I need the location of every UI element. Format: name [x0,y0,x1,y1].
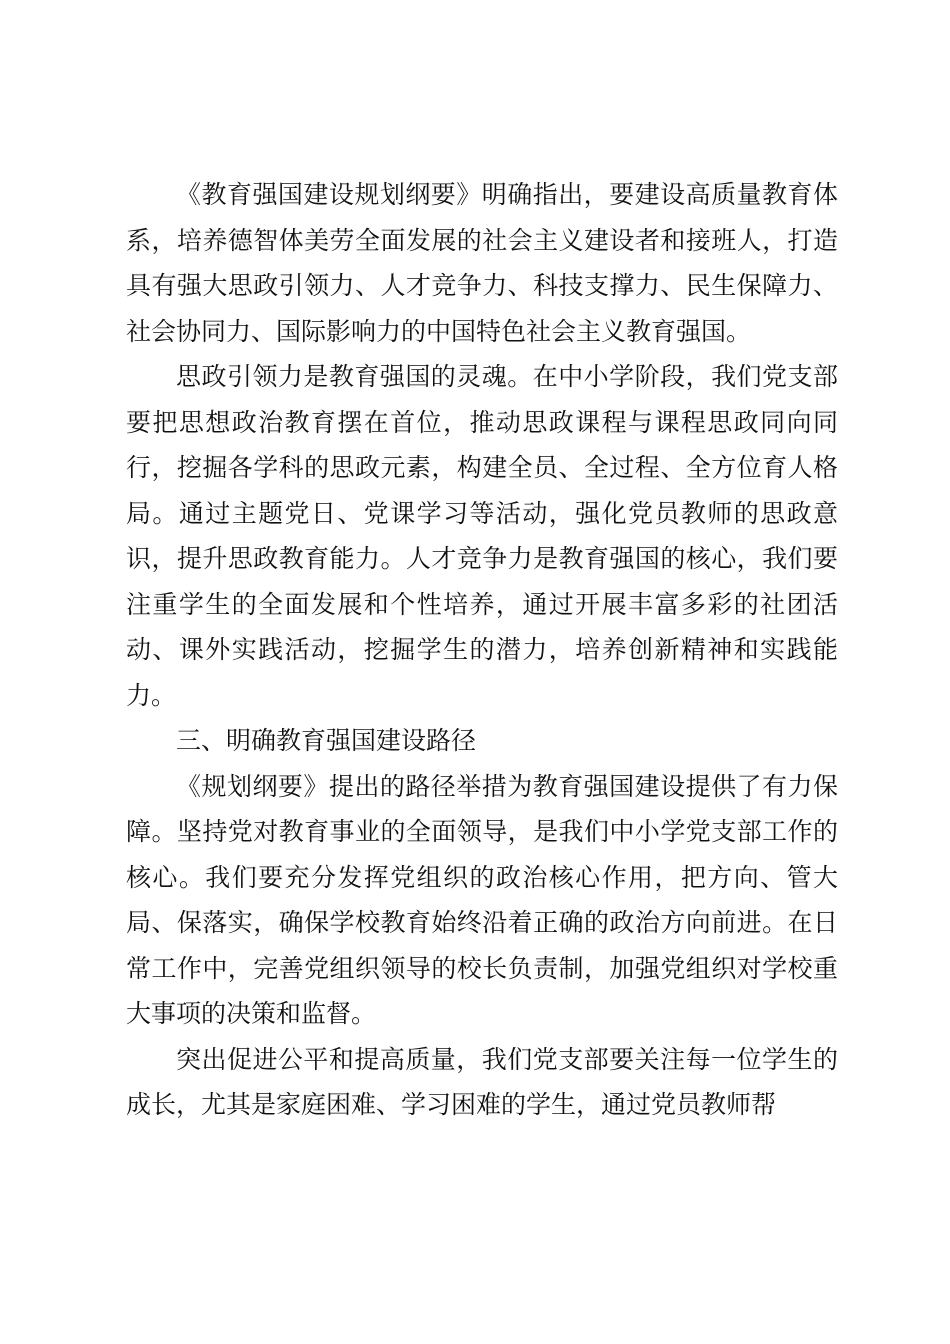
paragraph-ideological-leadership: 思政引领力是教育强国的灵魂。在中小学阶段，我们党支部要把思想政治教育摆在首位，推动思政课程与课程思政同向同行，挖掘各学科的思政元素，构建全员、全过程、全方位育人格局。通过主题党日、党课学习等活动，强化党员教师的思政意识，提升思政教育能力。人才竞争力是教育强国的核心，我们要注重学生的全面发展和个性培养，通过开展丰富多彩的社团活动、课外实践活动，挖掘学生的潜力，培养创新精神和实践能力。 [126,362,838,710]
paragraph-path-measures: 《规划纲要》提出的路径举措为教育强国建设提供了有力保障。坚持党对教育事业的全面领导，是我们中小学党支部工作的核心。我们要充分发挥党组织的政治核心作用，把方向、管大局、保落实，确保学校教育始终沿着正确的政治方向前进。在日常工作中，完善党组织领导的校长负责制，加强党组织对学校重大事项的决策和监督。 [126,771,838,1028]
paragraph-intro: 《教育强国建设规划纲要》明确指出，要建设高质量教育体系，培养德智体美劳全面发展的社会主义建设者和接班人，打造具有强大思政引领力、人才竞争力、科技支撑力、民生保障力、社会协同力、国际影响力的中国特色社会主义教育强国。 [126,180,838,346]
document-body [126,172,838,1128]
section-heading: 三、明确教育强国建设路径 [176,726,477,755]
paragraph-equity-quality: 突出促进公平和提高质量，我们党支部要关注每一位学生的成长，尤其是家庭困难、学习困难的学生，通过党员教师帮 [126,1044,838,1119]
